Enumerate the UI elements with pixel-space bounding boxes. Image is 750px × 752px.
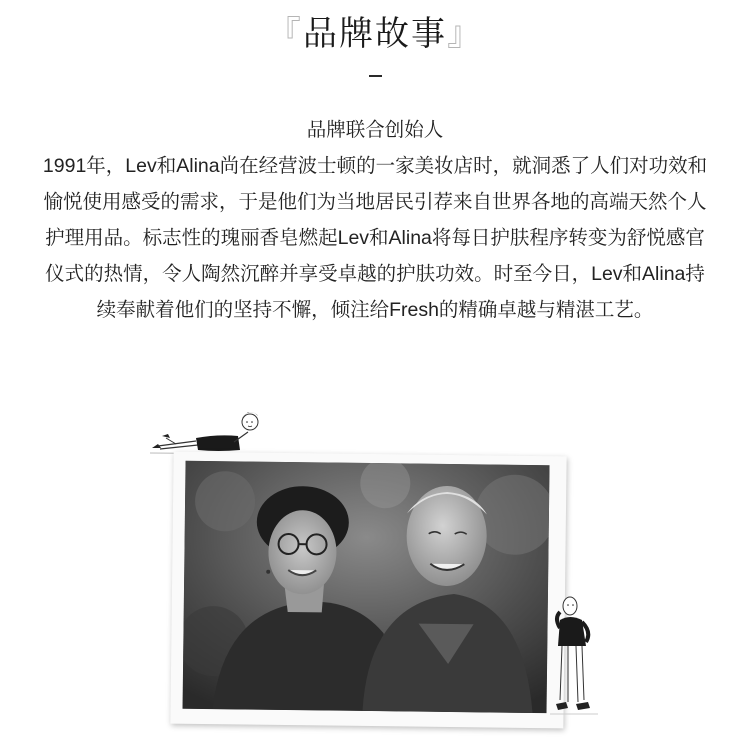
reclining-woman-illustration-icon <box>148 404 270 458</box>
founders-photo-card <box>170 452 566 729</box>
title-section <box>0 14 750 54</box>
story-body: 1991年，Lev和Alina尚在经营波士顿的一家美妆店时，就洞悉了人们对功效和愉悦使用感受的需求，于是他们为当地居民引荐来自世界各地的高端天然个人护理用品。标志性的瑰丽香皂燃起Lev和Alina将每日护肤程序转变为舒悦感官仪式的热情，令人陶然沉醉并享受卓越的护肤功效。时至今日，Lev和Alina持续奉献着他们的坚持不懈，倾注给Fresh的精确卓越与精湛工艺。 <box>42 155 708 321</box>
story-heading: 品牌联合创始人 <box>306 119 444 141</box>
founders-photo <box>183 461 550 713</box>
title-text: 品牌故事 <box>303 15 447 53</box>
title-bracket-left: 『 <box>267 15 303 53</box>
brand-story <box>40 112 710 328</box>
title-divider <box>369 75 382 77</box>
standing-man-illustration-icon <box>546 592 602 722</box>
page-title <box>0 14 750 54</box>
title-bracket-right: 』 <box>447 15 483 53</box>
